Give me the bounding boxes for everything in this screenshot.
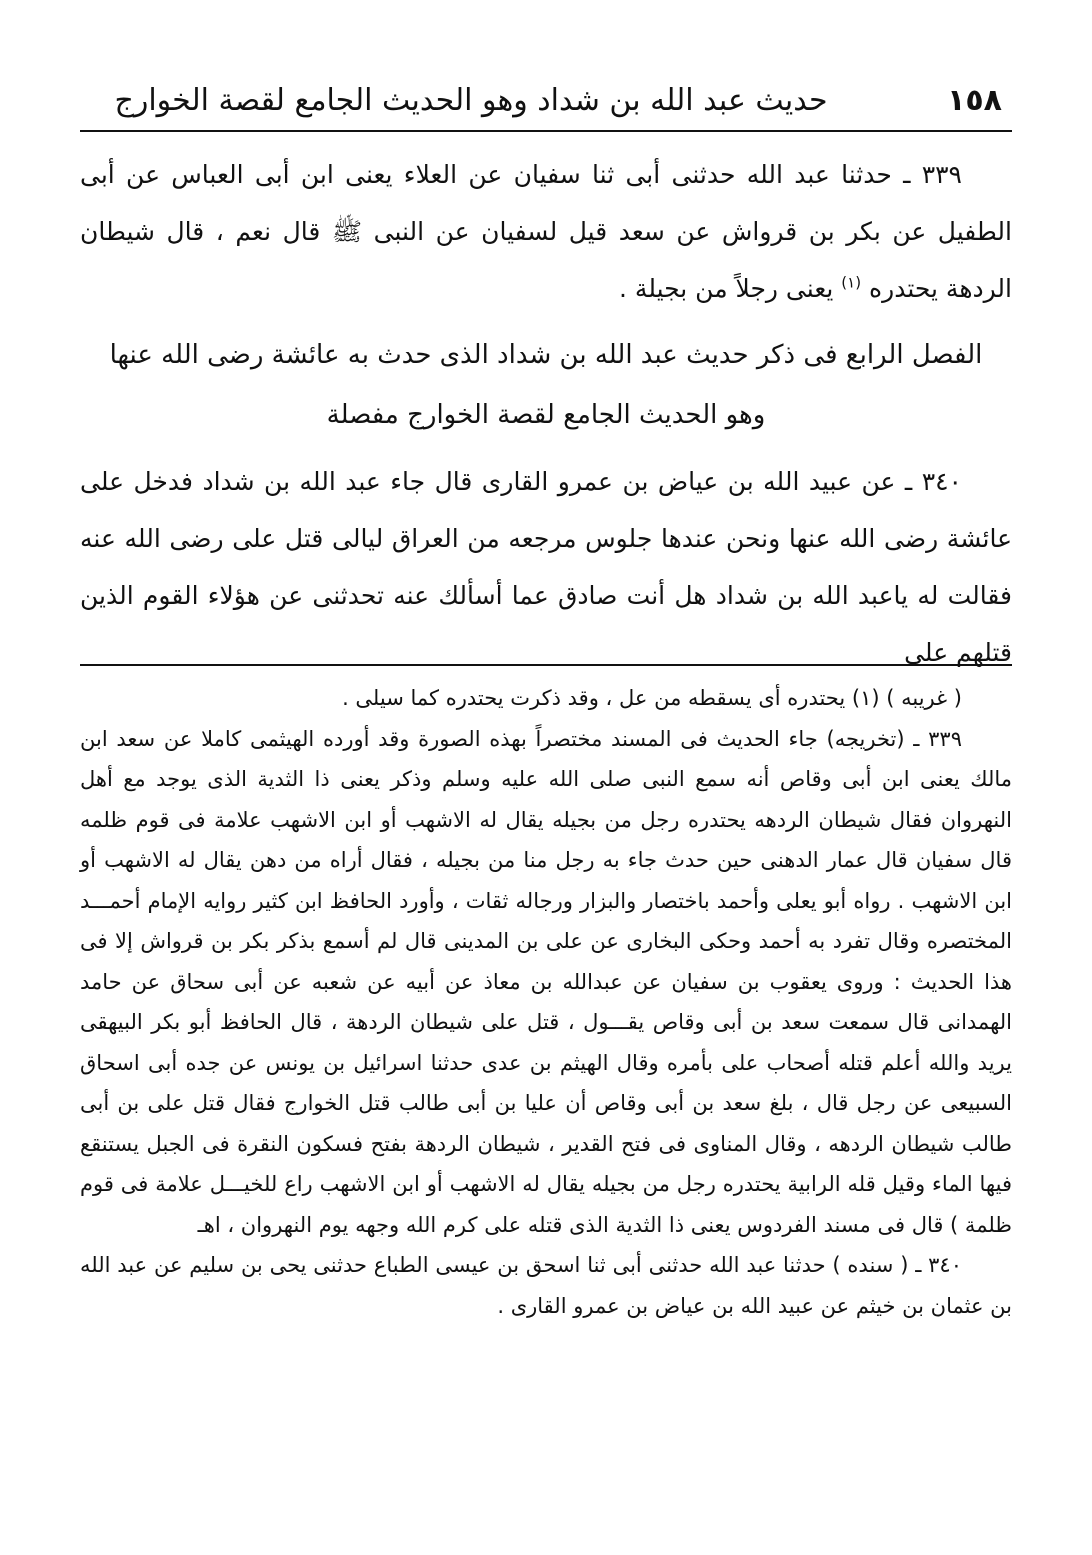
- page-header: [80, 76, 1012, 126]
- hadith-339: [80, 146, 1012, 317]
- footnote-sanad-340: ٣٤٠ ـ ( سنده ) حدثنا عبد الله حدثنى أبى ثنا اسحق بن عيسى الطباع حدثنى يحى بن سليم عن عبد الله بن عثمان بن خيثم عن عبيد الله بن عياض بن عمرو القارى .: [80, 1253, 1012, 1318]
- main-text: [80, 146, 1012, 681]
- header-rule: [80, 130, 1012, 132]
- hadith-339-text: ٣٣٩ ـ حدثنا عبد الله حدثنى أبى ثنا سفيان عن العلاء يعنى ابن أبى العباس عن أبى الطفيل عن بكر بن قرواش عن سعد قيل لسفيان عن النبى ﷺ قال نعم ، قال شيطان الردهة يحتدره: [80, 160, 1012, 303]
- hadith-340: ٣٤٠ ـ عن عبيد الله بن عياض بن عمرو القارى قال جاء عبد الله بن شداد فدخل على عائشة رضى الله عنها ونحن عندها جلوس مرجعه من العراق ليالى قتل على رضى الله عنه فقالت له ياعبد الله بن شداد هل أنت صادق عما أسألك عنه تحدثنى عن هؤلاء القوم الذين قتلهم على: [80, 467, 1012, 667]
- hadith-339-text-end: يعنى رجلاً من بجيلة .: [619, 274, 834, 303]
- footnotes: [80, 678, 1012, 1326]
- chapter-heading: [80, 325, 1012, 445]
- footnote-ref-1: (١): [841, 273, 862, 292]
- footnote-separator: [80, 664, 1012, 666]
- footnote-gharib: ( غريبه ) (١) يحتدره أى يسقطه من عل ، وقد ذكرت يحتدره كما سيلى .: [342, 686, 962, 710]
- chapter-heading-line-1: الفصل الرابع فى ذكر حديث عبد الله بن شداد الذى حدث به عائشة رضى الله عنها: [109, 340, 983, 370]
- page-number: ١٥٨: [947, 83, 1002, 118]
- chapter-heading-line-2: وهو الحديث الجامع لقصة الخوارج مفصلة: [326, 400, 766, 430]
- footnote-takhrij-339: ٣٣٩ ـ (تخريجه) جاء الحديث فى المسند مختصراً بهذه الصورة وقد أورده الهيثمى كاملا عن سعد ابن مالك يعنى ابن أبى وقاص أنه سمع النبى صلى الله عليه وسلم وذكر يعنى ذا الثدية الذى يوجد مع أهل النهروان فقال شيطان الردهه يحتدره رجل من بجيله يقال له الاشهب أو ابن الاشهب علامة فى قوم ظلمه قال سفيان قال عمار الدهنى حين حدث جاء به رجل منا من بجيله ، فقال أراه من دهن يقال له الاشهب أو ابن الاشهب . رواه أبو يعلى وأحمد باختصار والبزار ورجاله ثقات ، وأورد الحافظ ابن كثير روايه الإمام أحمـــد المختصره وقال تفرد به أحمد وحكى البخارى عن على بن المدينى قال لم أسمع بذكر بكر بن قرواش إلا فى هذا الحديث : وروى يعقوب بن سفيان عن عبدالله بن معاذ عن أبيه عن شعبه عن أبى سحاق عن حامد الهمدانى قال سمعت سعد بن أبى وقاص يقـــول ، قتل على شيطان الردهة ، قال الحافظ أبو بكر البيهقى يريد والله أعلم قتله أصحاب على بأمره وقال الهيثم بن عدى حدثنا اسرائيل بن يونس عن جده أبى اسحاق السبيعى عن رجل قال ، بلغ سعد بن أبى وقاص أن عليا بن أبى طالب قتل الخوارج فقال قتل على بن أبى طالب شيطان الردهه ، وقال المناوى فى فتح القدير ، شيطان الردهة بفتح فسكون النقرة فى الجبل يستنقع فيها الماء وقيل قله الرابية يحتدره رجل من بجيله يقال له الاشهب أو ابن الاشهب راع للخيـــل علامة فى قوم ظلمة ) قال فى مسند الفردوس يعنى ذا الثدية الذى قتله على كرم الله وجهه يوم النهروان ، اهـ: [80, 726, 1012, 1237]
- running-title: حديث عبد الله بن شداد وهو الحديث الجامع لقصة الخوارج: [114, 83, 828, 118]
